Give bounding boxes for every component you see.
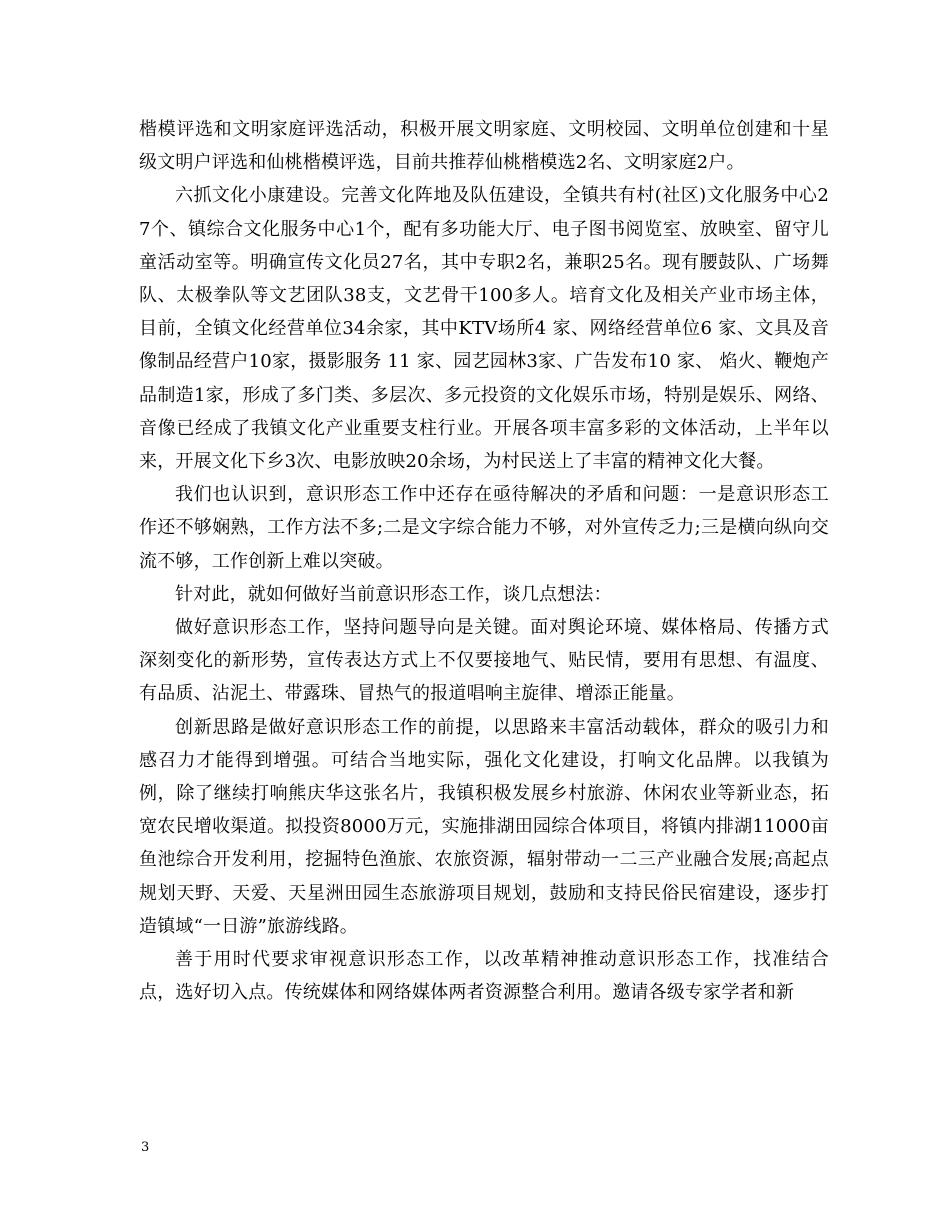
paragraph-reform: 善于用时代要求审视意识形态工作，以改革精神推动意识形态工作，找准结合点，选好切入点。传统媒体和网络媒体两者资源整合利用。邀请各级专家学者和新 (139, 949, 829, 1004)
paragraph-culture-construction: 六抓文化小康建设。完善文化阵地及队伍建设，全镇共有村(社区)文化服务中心27个、镇综合文化服务中心1个，配有多功能大厅、电子图书阅览室、放映室、留守儿童活动室等。明确宣传文化员27名，其中专职2名，兼职25名。现有腰鼓队、广场舞队、太极拳队等文艺团队38支，文艺骨干100多人。培育文化及相关产业市场主体，目前，全镇文化经营单位34余家，其中KTV场所4 家、网络经营单位6 家、文具及音像制品经营户10家，摄影服务 11 家、园艺园林3家、广告发布10 家、 焰火、鞭炮产品制造1家，形成了多门类、多层次、多元投资的文化娱乐市场，特别是娱乐、网络、音像已经成了我镇文化产业重要支柱行业。开展各项丰富多彩的文体活动，上半年以来，开展文化下乡3次、电影放映20余场，为村民送上了丰富的精神文化大餐。 (139, 185, 829, 473)
paragraph-innovation: 创新思路是做好意识形态工作的前提，以思路来丰富活动载体，群众的吸引力和感召力才能得到增强。可结合当地实际，强化文化建设，打响文化品牌。以我镇为例，除了继续打响熊庆华这张名片，我镇积极发展乡村旅游、休闲农业等新业态，拓宽农民增收渠道。拟投资8000万元，实施排湖田园综合体项目，将镇内排湖11000亩鱼池综合开发利用，挖掘特色渔旅、农旅资源，辐射带动一二三产业融合发展;高起点规划天野、天爱、天星洲田园生态旅游项目规划，鼓励和支持民俗民宿建设，逐步打造镇域“一日游”旅游线路。 (139, 716, 829, 937)
paragraph-thoughts-intro: 针对此，就如何做好当前意识形态工作，谈几点想法： (175, 583, 612, 605)
page-number: 3 (141, 1140, 150, 1155)
paragraph-continued: 楷模评选和文明家庭评选活动，积极开展文明家庭、文明校园、文明单位创建和十星级文明户评选和仙桃楷模评选，目前共推荐仙桃楷模选2名、文明家庭2户。 (139, 119, 829, 174)
paragraph-problems: 我们也认识到，意识形态工作中还存在亟待解决的矛盾和问题：一是意识形态工作还不够娴熟，工作方法不多;二是文字综合能力不够，对外宣传乏力;三是横向纵向交流不够，工作创新上难以突破。 (139, 484, 829, 572)
paragraph-problem-orientation: 做好意识形态工作，坚持问题导向是关键。面对舆论环境、媒体格局、传播方式深刻变化的新形势，宣传表达方式上不仅要接地气、贴民情，要用有思想、有温度、有品质、沾泥土、带露珠、冒热气的报道唱响主旋律、增添正能量。 (139, 617, 829, 705)
body-text (139, 113, 829, 1009)
